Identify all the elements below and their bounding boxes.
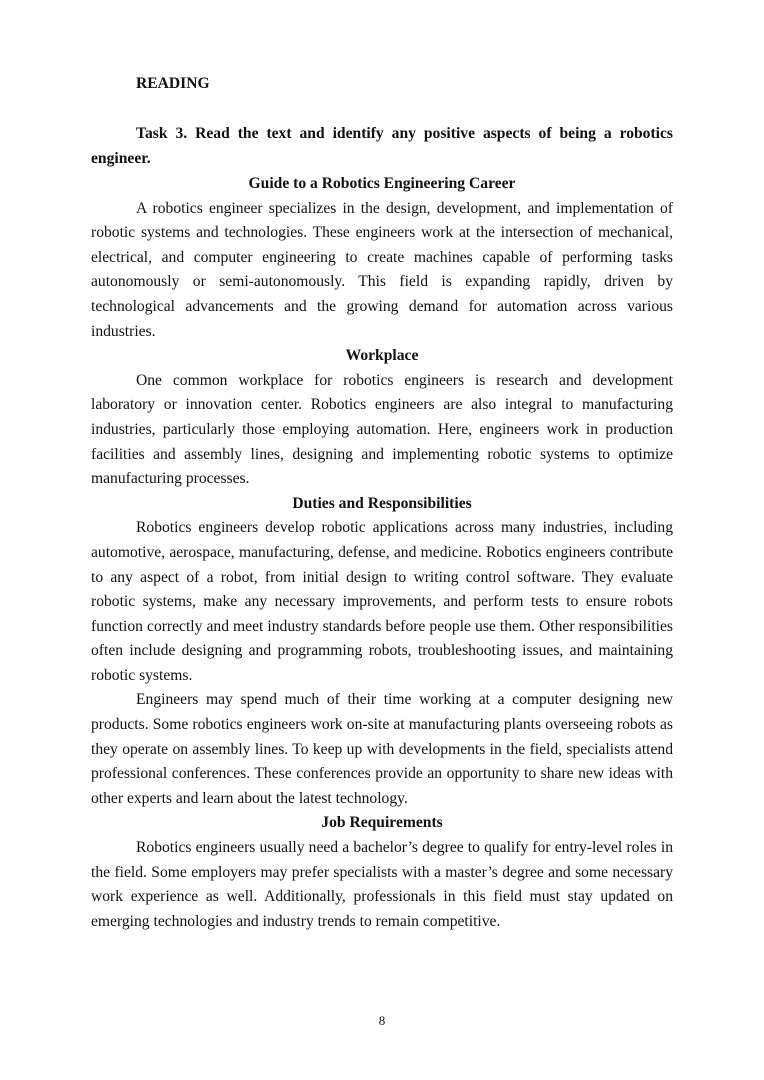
task-instruction: Task 3. Read the text and identify any positive aspects of being a robotics engineer. xyxy=(91,125,673,167)
workplace-heading: Workplace xyxy=(345,347,419,365)
duties-paragraph: Engineers may spend much of their time working at a computer designing new products. Some robotics engineers work on-site at manufacturing plants overseeing robots as they operate on assembly lines. To keep up with developments in the field, specialists attend professional conferences. These conferences provide an opportunity to share new ideas with other experts and learn about the latest technology. xyxy=(91,691,673,807)
duties-paragraph: Robotics engineers develop robotic applications across many industries, including automotive, aerospace, manufacturing, defense, and medicine. Robotics engineers contribute to any aspect of a robot, from initial design to writing control software. They evaluate robotic systems, make any necessary improvements, and perform tests to ensure robots function correctly and meet industry standards before people use them. Other responsibilities often include designing and programming robots, troubleshooting issues, and maintaining robotic systems. xyxy=(91,519,673,684)
duties-heading: Duties and Responsibilities xyxy=(292,494,472,512)
requirements-paragraph: Robotics engineers usually need a bachelor’s degree to qualify for entry-level roles in the field. Some employers may prefer specialists with a master’s degree and some necessary work experience as well. Additionally, professionals in this field must stay updated on emerging technologies and industry trends to remain competitive. xyxy=(91,839,673,930)
intro-paragraph: A robotics engineer specializes in the design, development, and implementation of robotic systems and technologies. These engineers work at the intersection of mechanical, electrical, and computer engineering to create machines capable of performing tasks autonomously or semi-autonomously. This field is expanding rapidly, driven by technological advancements and the growing demand for automation across various industries. xyxy=(91,199,673,340)
section-label: READING xyxy=(136,75,210,92)
workplace-paragraph: One common workplace for robotics engineers is research and development laboratory or innovation center. Robotics engineers are also integral to manufacturing industries, particularly those employing automation. Here, engineers work in production facilities and assembly lines, designing and implementing robotic systems to optimize manufacturing processes. xyxy=(91,371,673,488)
requirements-heading: Job Requirements xyxy=(321,814,443,832)
page-number: 8 xyxy=(378,1013,386,1028)
article xyxy=(91,172,673,934)
article-title: Guide to a Robotics Engineering Career xyxy=(248,175,516,192)
